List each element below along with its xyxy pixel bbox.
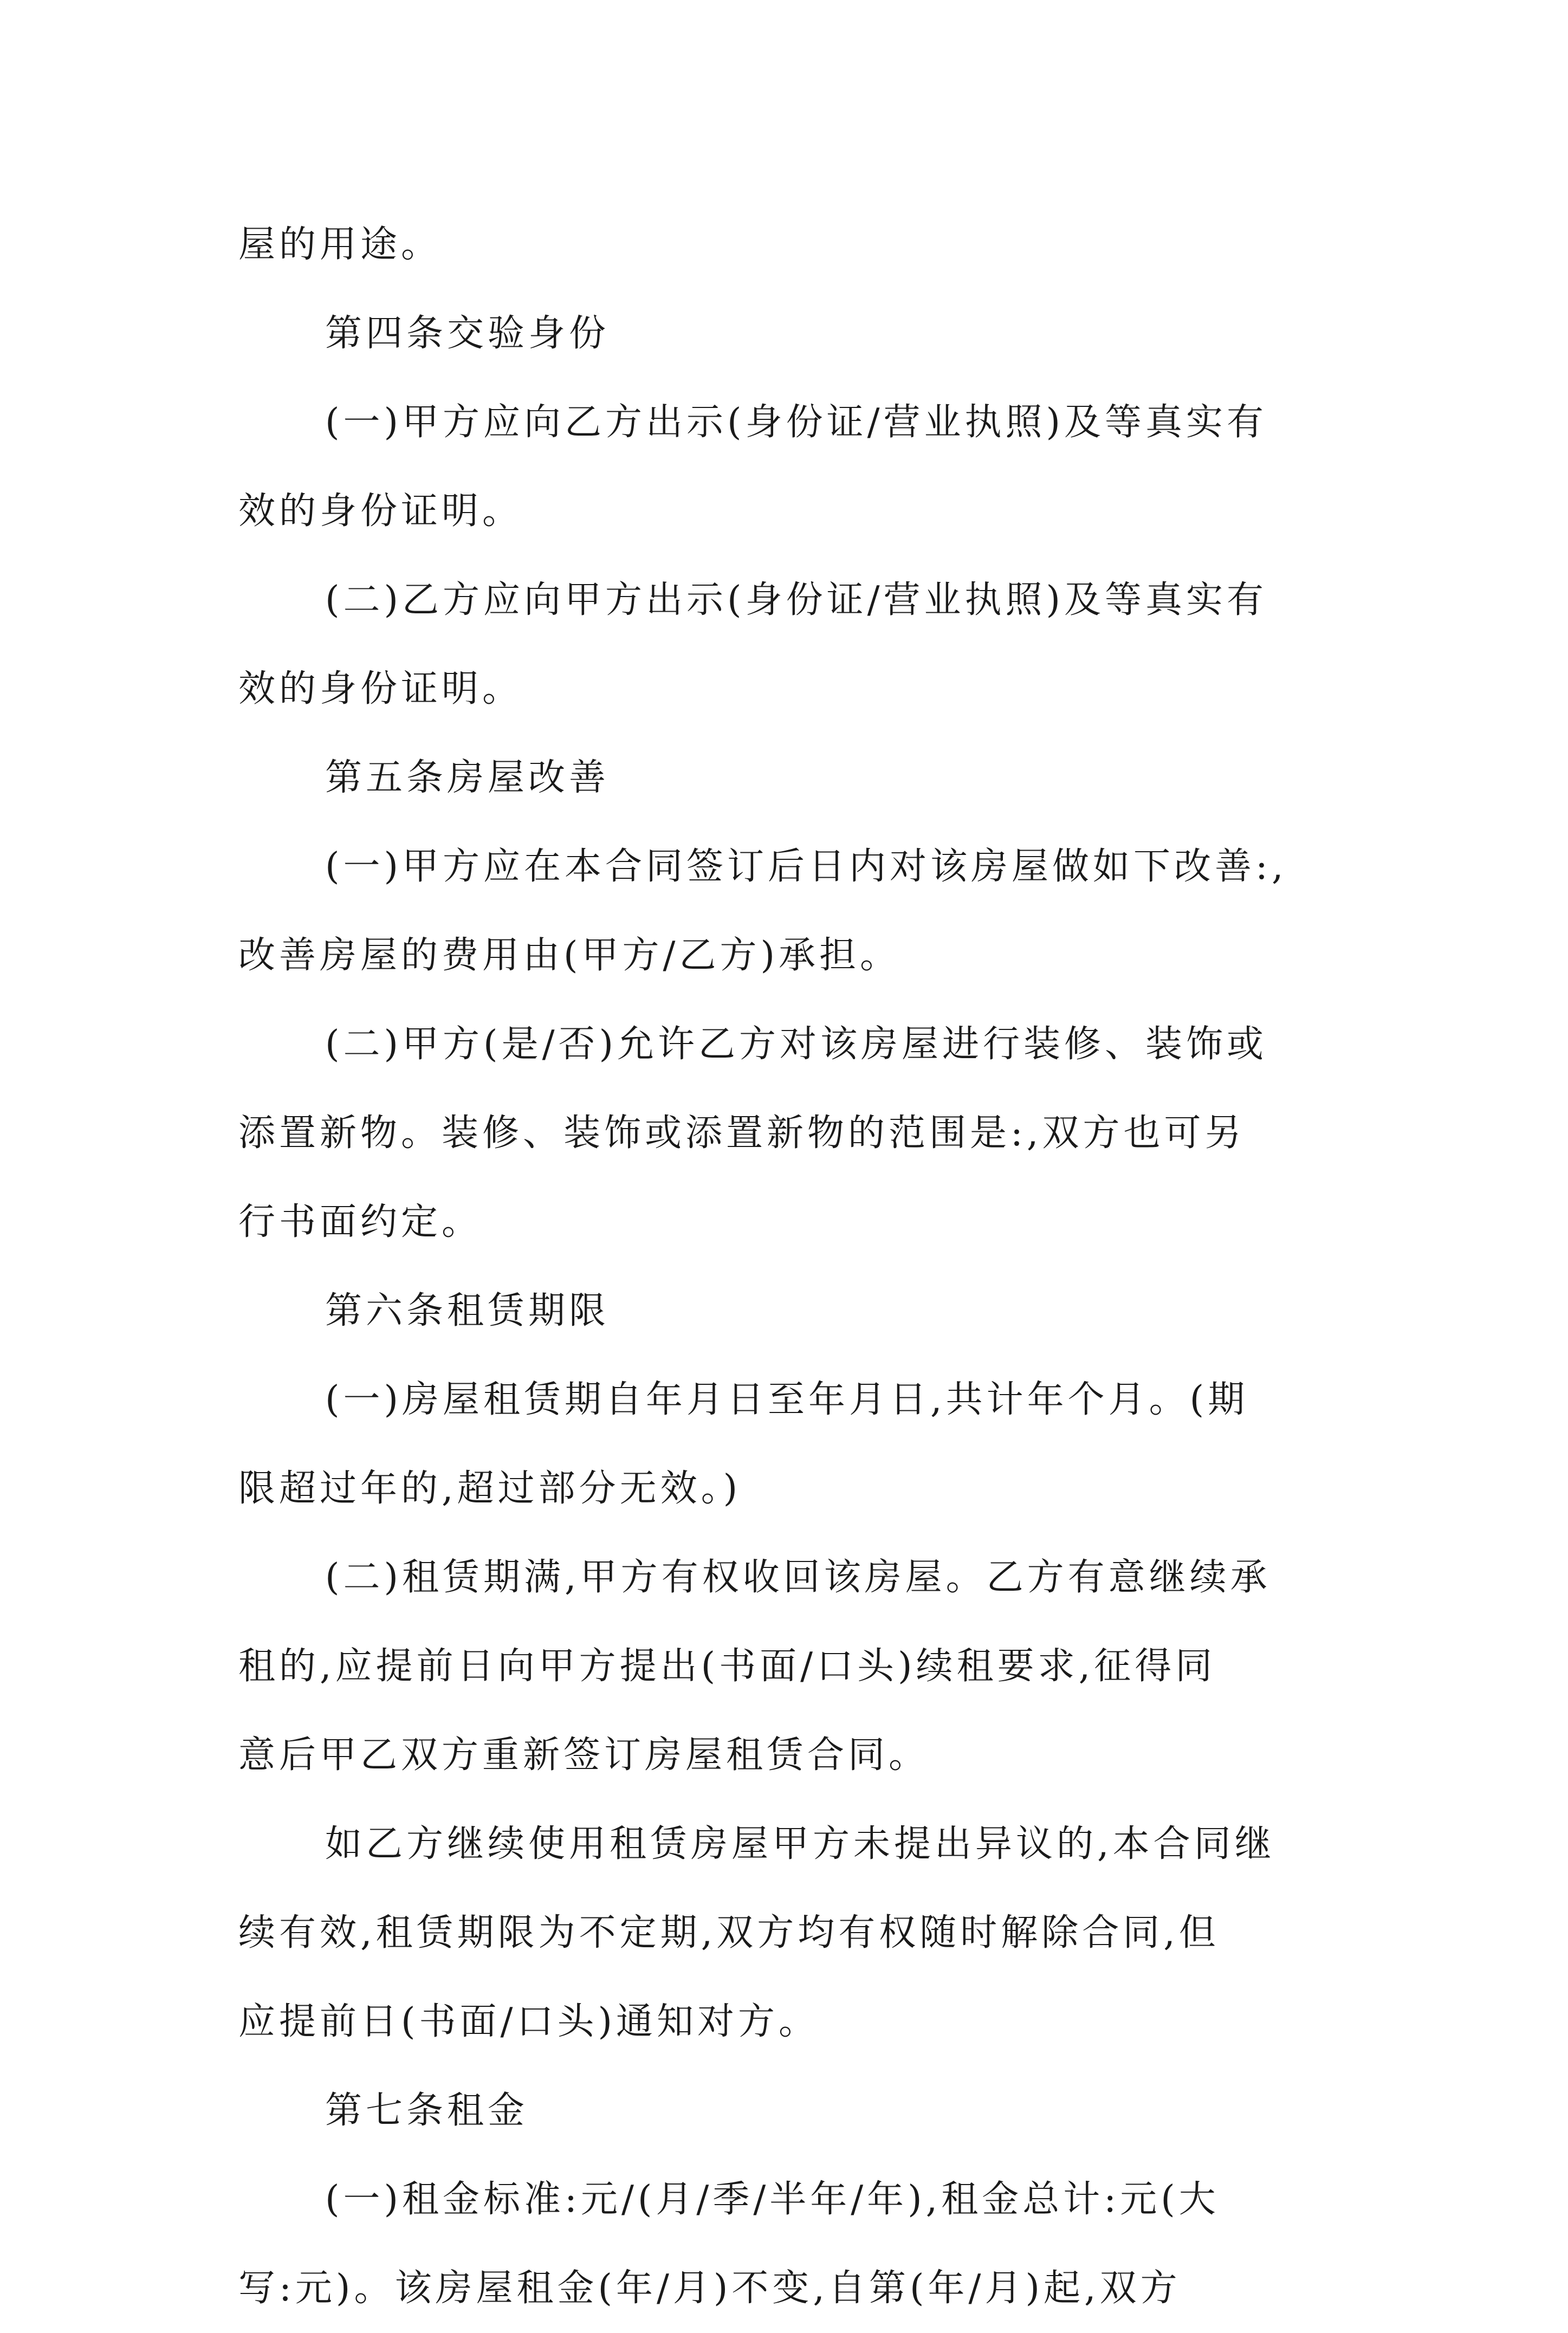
paragraph-line: 改善房屋的费用由(甲方/乙方)承担。 [238,934,900,977]
paragraph-line: 意后甲乙双方重新签订房屋租赁合同。 [238,1734,930,1777]
paragraph-line: 效的身份证明。 [238,490,523,533]
paragraph-line: 行书面约定。 [238,1201,483,1243]
paragraph-line: 如乙方继续使用租赁房屋甲方未提出异议的,本合同继 [325,1823,1275,1865]
document-body [238,200,1327,2333]
paragraph-line: 写:元)。该房屋租金(年/月)不变,自第(年/月)起,双方 [238,2267,1181,2310]
paragraph-line: (二)租赁期满,甲方有权收回该房屋。乙方有意继续承 [325,1556,1271,1599]
section-heading-5: 第五条房屋改善 [325,756,610,799]
paragraph-line: (二)乙方应向甲方出示(身份证/营业执照)及等真实有 [325,579,1268,621]
paragraph-line: (二)甲方(是/否)允许乙方对该房屋进行装修、装饰或 [325,1023,1268,1066]
paragraph-line: 应提前日(书面/口头)通知对方。 [238,2000,819,2043]
section-heading-6: 第六条租赁期限 [325,1289,610,1332]
paragraph-line: (一)甲方应向乙方出示(身份证/营业执照)及等真实有 [325,401,1268,444]
paragraph-line: 限超过年的,超过部分无效。) [238,1467,742,1510]
paragraph-line: 屋的用途。 [238,223,442,266]
paragraph-line: (一)房屋租赁期自年月日至年月日,共计年个月。(期 [325,1378,1249,1421]
paragraph-line: 租的,应提前日向甲方提出(书面/口头)续租要求,征得同 [238,1645,1216,1688]
paragraph-line: 效的身份证明。 [238,668,523,710]
paragraph-line: 添置新物。装修、装饰或添置新物的范围是:,双方也可另 [238,1112,1246,1155]
paragraph-line: (一)甲方应在本合同签订后日内对该房屋做如下改善:, [325,845,1287,888]
section-heading-4: 第四条交验身份 [325,312,610,355]
paragraph-line: 续有效,租赁期限为不定期,双方均有权随时解除合同,但 [238,1911,1220,1954]
paragraph-line: (一)租金标准:元/(月/季/半年/年),租金总计:元(大 [325,2178,1220,2221]
section-heading-7: 第七条租金 [325,2089,529,2132]
